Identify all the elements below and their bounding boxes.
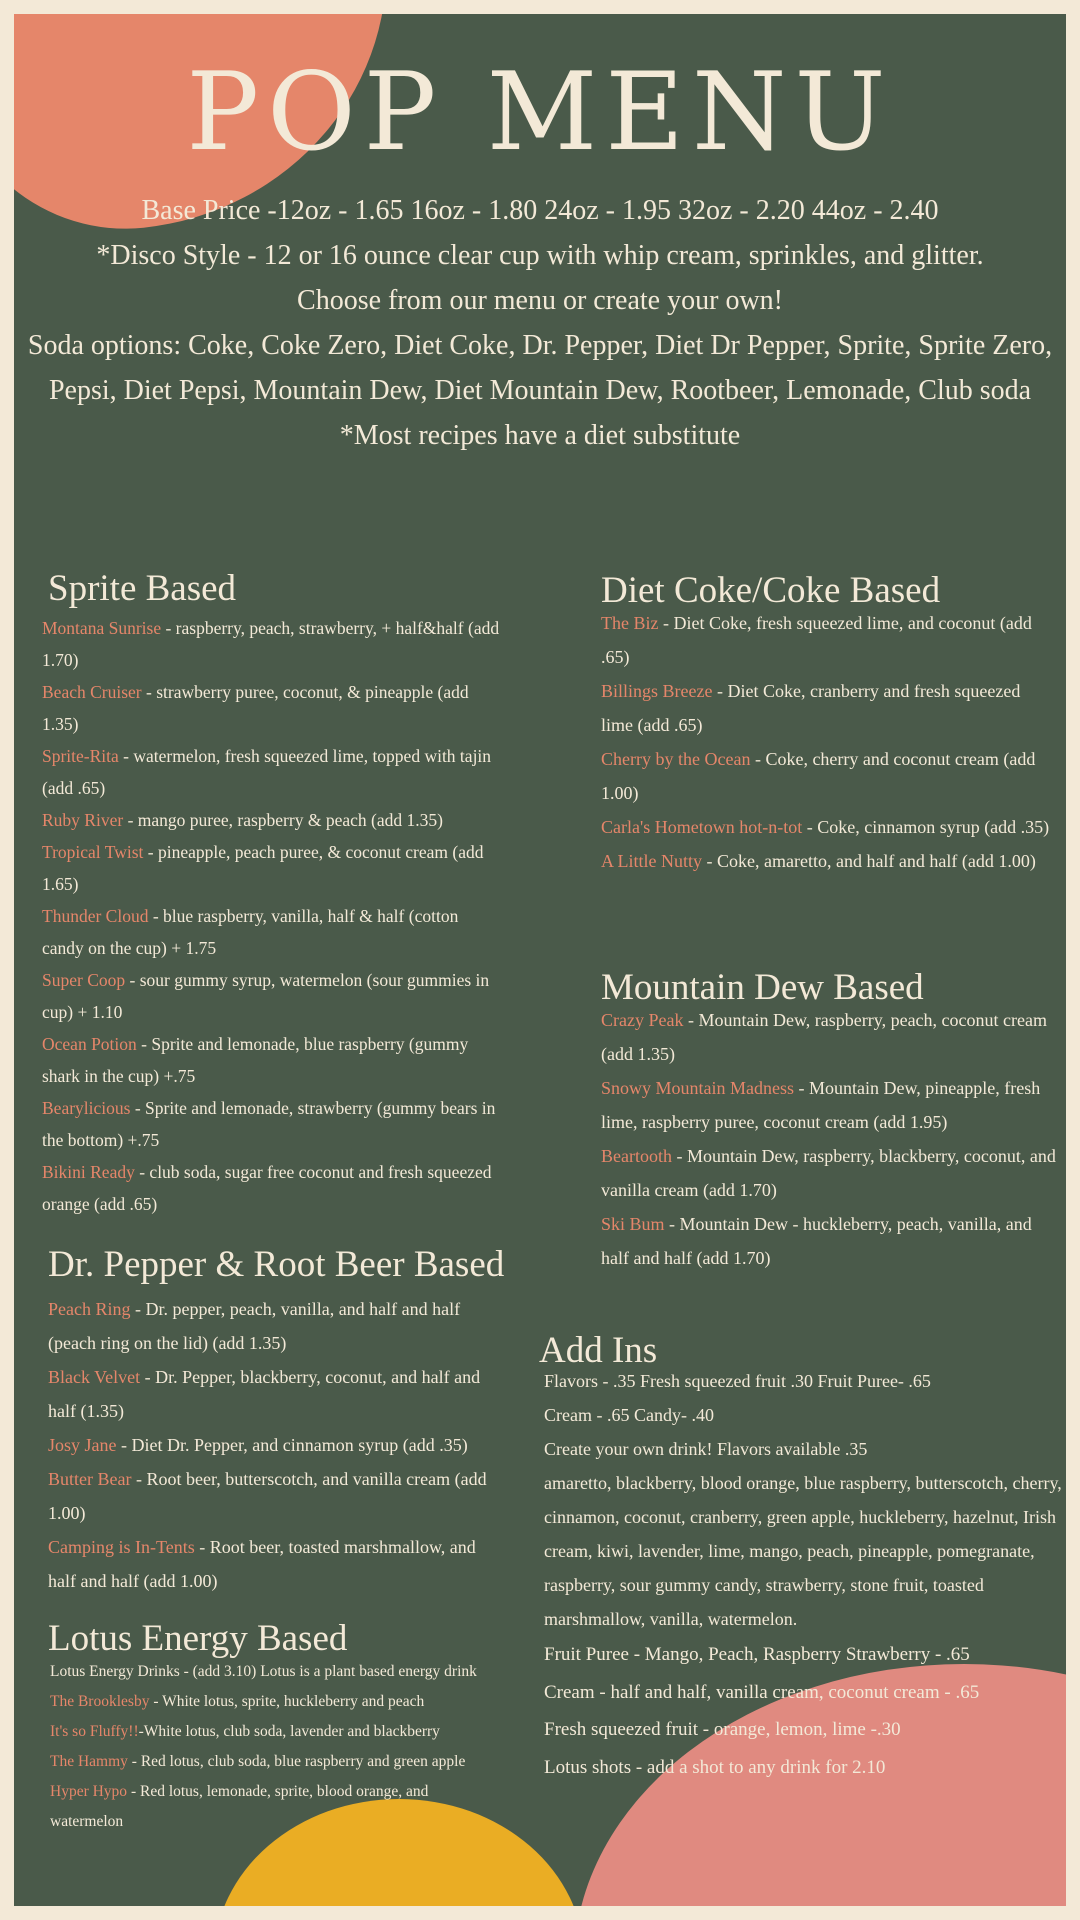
item-desc: - Coke, cherry and coconut cream (add 1.00) — [601, 749, 1036, 803]
item-desc: - Root beer, toasted marshmallow, and half and half (add 1.00) — [48, 1537, 476, 1591]
menu-item — [48, 1360, 488, 1428]
menu-item — [48, 1462, 488, 1530]
menu-item — [50, 1747, 500, 1777]
menu-item — [42, 836, 502, 900]
item-name: Tropical Twist — [42, 842, 144, 862]
item-desc: - sour gummy syrup, watermelon (sour gummies in cup) + 1.10 — [42, 970, 490, 1022]
addins-cream: Cream - half and half, vanilla cream, coconut cream - .65 — [544, 1681, 980, 1703]
addins-flavor-list: amaretto, blackberry, blood orange, blue raspberry, butterscotch, cherry, cinnamon, coconut, cranberry, green apple, huckleberry, hazelnut, Irish cream, kiwi, lavender, lime, mango, peach, pineapple, pomegranate, raspberry, sour gummy candy, strawberry, stone fruit, toasted marshmallow, vanilla, watermelon. — [544, 1473, 1062, 1629]
menu-item — [42, 900, 502, 964]
item-name: Cherry by the Ocean — [601, 749, 751, 769]
menu-item — [42, 612, 502, 676]
intro-block — [24, 188, 1056, 458]
item-desc: - Mountain Dew, raspberry, blackberry, coconut, and vanilla cream (add 1.70) — [601, 1146, 1056, 1200]
item-name: Josy Jane — [48, 1435, 117, 1455]
menu-item — [50, 1687, 500, 1717]
menu-item — [50, 1717, 500, 1747]
addins-fresh: Fresh squeezed fruit - orange, lemon, lime -.30 — [544, 1719, 901, 1740]
menu-board — [14, 14, 1066, 1906]
coke-list — [601, 606, 1056, 878]
lotus-heading: Lotus Energy Based — [48, 1618, 348, 1659]
addins-create: Create your own drink! Flavors available .35 — [544, 1439, 868, 1459]
item-name: The Brooklesby — [50, 1693, 150, 1710]
item-name: Peach Ring — [48, 1299, 131, 1319]
item-name: Snowy Mountain Madness — [601, 1078, 794, 1098]
item-name: Hyper Hypo — [50, 1783, 128, 1800]
item-desc: - Dr. pepper, peach, vanilla, and half and half (peach ring on the lid) (add 1.35) — [48, 1299, 461, 1353]
item-name: Crazy Peak — [601, 1010, 684, 1030]
menu-item — [42, 740, 502, 804]
menu-item — [50, 1777, 500, 1837]
menu-item — [601, 1071, 1056, 1139]
item-desc: - pineapple, peach puree, & coconut cream (add 1.65) — [42, 842, 484, 894]
item-desc: - Root beer, butterscotch, and vanilla cream (add 1.00) — [48, 1469, 487, 1523]
choose-note: Choose from our menu or create your own! — [297, 285, 783, 316]
item-name: Butter Bear — [48, 1469, 132, 1489]
menu-item — [42, 1028, 502, 1092]
item-desc: - Sprite and lemonade, blue raspberry (gummy shark in the cup) +.75 — [42, 1034, 469, 1086]
item-name: It's so Fluffy!! — [50, 1723, 139, 1740]
item-desc: - Diet Dr. Pepper, and cinnamon syrup (add .35) — [116, 1435, 468, 1455]
diet-note: *Most recipes have a diet substitute — [339, 420, 741, 451]
menu-item — [601, 1139, 1056, 1207]
item-desc: -White lotus, club soda, lavender and blackberry — [138, 1723, 440, 1740]
menu-item — [48, 1292, 488, 1360]
addins-lotus-shots: Lotus shots - add a shot to any drink for 2.10 — [544, 1756, 886, 1778]
menu-item — [42, 964, 502, 1028]
menu-item — [601, 742, 1056, 810]
menu-item — [42, 1156, 502, 1220]
item-name: Montana Sunrise — [42, 618, 162, 638]
menu-item — [48, 1428, 488, 1462]
item-name: Ocean Potion — [42, 1034, 137, 1054]
menu-item — [601, 810, 1056, 844]
item-name: The Biz — [601, 613, 659, 633]
item-desc: - Diet Coke, fresh squeezed lime, and coconut (add .65) — [601, 613, 1032, 667]
item-name: Ruby River — [42, 810, 124, 830]
item-name: Thunder Cloud — [42, 906, 149, 926]
item-desc: - Coke, amaretto, and half and half (add 1.00) — [702, 851, 1036, 871]
item-name: Bikini Ready — [42, 1162, 135, 1182]
item-name: Carla's Hometown hot-n-tot — [601, 817, 803, 837]
page-title: POP MENU — [186, 50, 894, 175]
coke-heading: Diet Coke/Coke Based — [601, 570, 941, 611]
item-desc: - Diet Coke, cranberry and fresh squeezed lime (add .65) — [601, 681, 1021, 735]
lotus-list — [50, 1657, 500, 1837]
menu-item — [42, 676, 502, 740]
sprite-list — [42, 612, 502, 1220]
item-desc: - watermelon, fresh squeezed lime, topped with tajin (add .65) — [42, 746, 492, 798]
drpepper-heading: Dr. Pepper & Root Beer Based — [48, 1244, 505, 1285]
sprite-heading: Sprite Based — [48, 568, 237, 609]
addins-heading: Add Ins — [539, 1330, 658, 1371]
menu-item — [601, 1003, 1056, 1071]
item-desc: - blue raspberry, vanilla, half & half (cotton candy on the cup) + 1.75 — [42, 906, 459, 958]
item-name: Camping is In-Tents — [48, 1537, 195, 1557]
item-desc: - Mountain Dew, pineapple, fresh lime, raspberry puree, coconut cream (add 1.95) — [601, 1078, 1041, 1132]
menu-item — [48, 1530, 488, 1598]
item-desc: - Dr. Pepper, blackberry, coconut, and half and half (1.35) — [48, 1367, 481, 1421]
menu-item — [42, 1092, 502, 1156]
addins-cream-candy: Cream - .65 Candy- .40 — [544, 1405, 714, 1425]
item-name: A Little Nutty — [601, 851, 702, 871]
item-desc: - Mountain Dew - huckleberry, peach, vanilla, and half and half (add 1.70) — [601, 1214, 1032, 1268]
menu-item — [601, 674, 1056, 742]
item-desc: - club soda, sugar free coconut and fresh squeezed orange (add .65) — [42, 1162, 492, 1214]
item-desc: - Red lotus, lemonade, sprite, blood orange, and watermelon — [50, 1783, 429, 1830]
item-name: Billings Breeze — [601, 681, 713, 701]
disco-style-note: *Disco Style - 12 or 16 ounce clear cup with whip cream, sprinkles, and glitter. — [96, 240, 984, 271]
item-desc: - White lotus, sprite, huckleberry and peach — [149, 1693, 425, 1710]
menu-item — [601, 606, 1056, 674]
menu-item — [601, 1207, 1056, 1275]
item-name: Beach Cruiser — [42, 682, 142, 702]
addins-list — [544, 1364, 1064, 1786]
drpepper-list — [48, 1292, 488, 1598]
item-name: Sprite-Rita — [42, 746, 119, 766]
item-desc: - Coke, cinnamon syrup (add .35) — [802, 817, 1050, 837]
item-name: Ski Bum — [601, 1214, 665, 1234]
soda-options: Soda options: Coke, Coke Zero, Diet Coke, Dr. Pepper, Diet Dr Pepper, Sprite, Sprite Zero, Pepsi, Diet Pepsi, Mountain Dew, Diet Mountain Dew, Rootbeer, Lemonade, Club soda — [27, 330, 1053, 406]
item-name: Super Coop — [42, 970, 126, 990]
addins-prices: Flavors - .35 Fresh squeezed fruit .30 Fruit Puree- .65 — [544, 1371, 931, 1391]
item-name: Beartooth — [601, 1146, 672, 1166]
item-desc: - strawberry puree, coconut, & pineapple (add 1.35) — [42, 682, 469, 734]
item-name: Bearylicious — [42, 1098, 131, 1118]
dew-list — [601, 1003, 1056, 1275]
menu-item — [601, 844, 1056, 878]
menu-item — [42, 804, 502, 836]
item-desc: - mango puree, raspberry & peach (add 1.35) — [123, 810, 443, 830]
lotus-intro: Lotus Energy Drinks - (add 3.10) Lotus is a plant based energy drink — [50, 1663, 477, 1680]
dew-heading: Mountain Dew Based — [601, 967, 924, 1008]
addins-puree: Fruit Puree - Mango, Peach, Raspberry Strawberry - .65 — [544, 1644, 970, 1665]
item-name: The Hammy — [50, 1753, 128, 1770]
item-desc: - raspberry, peach, strawberry, + half&half (add 1.70) — [42, 618, 500, 670]
item-desc: - Sprite and lemonade, strawberry (gummy bears in the bottom) +.75 — [42, 1098, 496, 1150]
item-name: Black Velvet — [48, 1367, 141, 1387]
item-desc: - Mountain Dew, raspberry, peach, coconut cream (add 1.35) — [601, 1010, 1047, 1064]
base-price: Base Price -12oz - 1.65 16oz - 1.80 24oz - 1.95 32oz - 2.20 44oz - 2.40 — [141, 195, 939, 226]
item-desc: - Red lotus, club soda, blue raspberry and green apple — [127, 1753, 466, 1770]
